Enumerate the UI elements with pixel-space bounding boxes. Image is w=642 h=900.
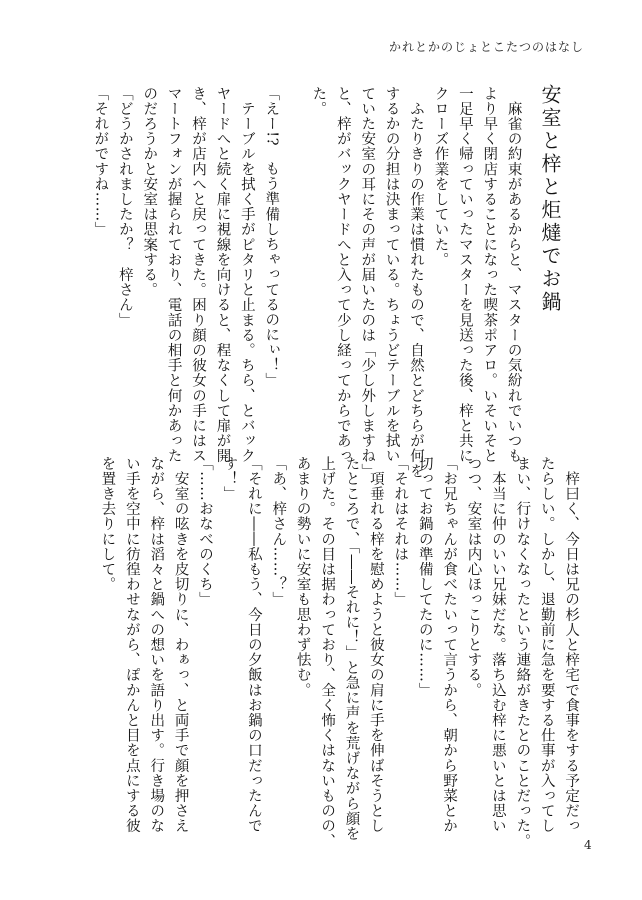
- text-line: 「えー!? もう準備しちゃってるのにぃ！」: [263, 86, 280, 388]
- text-block-lower: [95, 456, 583, 849]
- text-block-upper-right: [306, 86, 526, 479]
- text-line: クローズ作業をしていた。: [432, 86, 449, 268]
- text-line: のだろうかと安室は思案する。: [141, 86, 158, 298]
- text-line: す！」: [221, 456, 238, 502]
- text-line: ながら、梓は滔々と鍋への想いを語り出す。行き場のな: [148, 456, 165, 834]
- text-line: 上げた。その目は据わっており、全く怖くはないものの、: [319, 456, 336, 849]
- text-line: 「お兄ちゃんが食べたいって言うから、朝から野菜とか: [441, 456, 458, 834]
- text-line: ふたりきりの作業は慣れたもので、自然とどちらが何を: [408, 86, 425, 479]
- text-line: 「あ、梓さん……？」: [270, 456, 287, 607]
- text-line: まい、行けなくなったという連絡がきたとのことだった。: [514, 456, 531, 849]
- text-line: た。: [310, 86, 327, 117]
- text-line: ていた安室の耳にその声が届いたのは「少し外しますね」: [359, 86, 376, 479]
- text-line: 「それがですね……」: [92, 86, 109, 237]
- text-line: 梓曰く、今日は兄の杉人と梓宅で食事をする予定だっ: [563, 456, 580, 834]
- text-line: い手を空中に彷徨わせながら、ぽかんと目を点にする彼: [123, 456, 140, 834]
- text-line: マートフォンが握られており、電話の相手と何かあった: [165, 86, 182, 464]
- text-line: 一足早く帰っていったマスターを見送った後、梓と共に: [456, 86, 473, 464]
- text-line: ヤードへと続く扉に視線を向けると、程なくして扉が開: [214, 86, 231, 464]
- text-line: 安室の呟きを皮切りに、わぁっ、と両手で顔を押さえ: [172, 456, 189, 834]
- text-line: 「……おなべのくち」: [197, 456, 214, 607]
- text-line: と、梓がバックヤードへと入って少し経ってからであっ: [334, 86, 351, 464]
- text-line: 「それに――私もう、今日の夕飯はお鍋の口だったんで: [245, 456, 262, 834]
- text-line: テーブルを拭く手がピタリと止まる。ちら、とバック: [238, 86, 255, 464]
- text-line: つつ、安室は内心ほっこりとする。: [465, 456, 482, 698]
- text-line: 「それはそれは……」: [392, 456, 409, 607]
- text-line: 本当に仲のいい兄妹だな。落ち込む梓に悪いとは思い: [489, 456, 506, 834]
- text-line: より早く閉店することになった喫茶ポアロ。いそいそと: [481, 86, 498, 464]
- story-title: 安室と梓と炬燵でお鍋: [538, 84, 562, 314]
- text-line: を置き去りにして。: [99, 456, 116, 592]
- page-number: 4: [584, 838, 592, 852]
- text-line: 「どうかされましたか？ 梓さん」: [116, 86, 133, 328]
- text-line: 切ってお鍋の準備してたのに……」: [416, 456, 433, 698]
- text-line: たらしい。しかし、退勤前に急を要する仕事が入ってし: [538, 456, 555, 834]
- text-line: 項垂れる梓を慰めようと彼女の肩に手を伸ばそうとし: [367, 456, 384, 834]
- text-line: たところで、「――それに！」と急に声を荒げながら顔を: [343, 456, 360, 842]
- text-line: あまりの勢いに安室も思わず怯む。: [294, 456, 311, 698]
- text-line: 麻雀の約束があるからと、マスターの気紛れでいつも: [505, 86, 522, 464]
- text-line: き、梓が店内へと戻ってきた。困り顔の彼女の手にはス: [190, 86, 207, 464]
- text-block-upper-left: [88, 86, 283, 464]
- text-line: するかの分担は決まっている。ちょうどテーブルを拭い: [383, 86, 400, 464]
- running-title: かれとかのじょとこたつのはなし: [388, 40, 584, 54]
